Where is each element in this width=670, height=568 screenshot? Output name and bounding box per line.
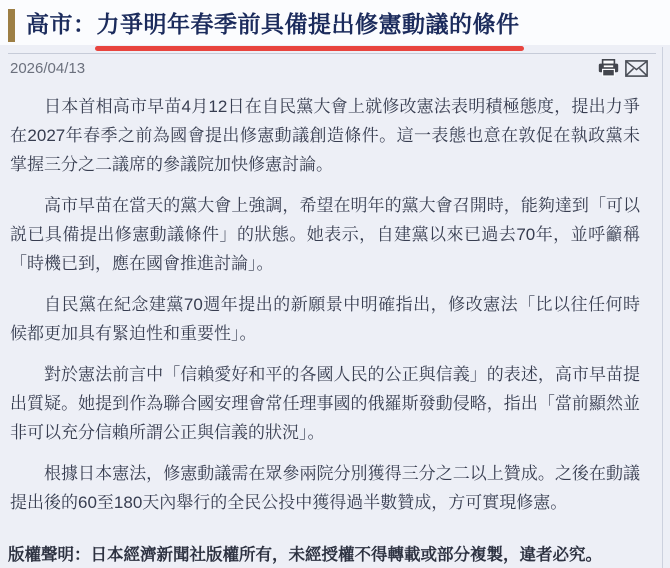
article-paragraph: 日本首相高市早苗4月12日在自民黨大會上就修改憲法表明積極態度，提出力爭在2027年春季之前為國會提出修憲動議創造條件。這一表態也意在敦促在執政黨未掌握三分之二議席的參議院加快修憲討論。 — [10, 97, 640, 174]
article-header — [0, 0, 670, 45]
article-paragraph: 根據日本憲法，修憲動議需在眾參兩院分別獲得三分之二以上贊成。之後在動議提出後的60至180天內舉行的全民公投中獲得過半數贊成，方可實現修憲。 — [10, 464, 640, 512]
article-paragraph: 高市早苗在當天的黨大會上強調，希望在明年的黨大會召開時，能夠達到「可以説已具備提出修憲動議條件」的狀態。她表示，自建黨以來已過去70年，並呼籲稱「時機已到，應在國會推進討論」。 — [10, 196, 640, 273]
title-main-underlined: 力爭明年春季前具備提出修憲動議的條件 — [97, 9, 520, 40]
email-icon[interactable] — [625, 60, 648, 77]
meta-row — [8, 53, 656, 81]
title-prefix: 高市： — [26, 11, 97, 37]
content-right-border — [662, 47, 663, 568]
title-accent-bar — [8, 9, 15, 42]
article-paragraph: 對於憲法前言中「信賴愛好和平的各國人民的公正與信義」的表述，高市早苗提出質疑。她提到作為聯合國安理會常任理事國的俄羅斯發動侵略，指出「當前顯然並非可以充分信賴所謂公正與信義的狀況」。 — [10, 365, 640, 442]
article-date: 2026/04/13 — [10, 59, 86, 77]
copyright-notice: 版權聲明：日本經濟新聞社版權所有，未經授權不得轉載或部分複製，違者必究。 — [8, 546, 602, 564]
article-body — [0, 81, 670, 517]
article-footer — [0, 544, 670, 566]
meta-icons — [598, 59, 654, 77]
page-title — [26, 9, 520, 40]
article-paragraph: 自民黨在紀念建黨70週年提出的新願景中明確指出，修改憲法「比以往任何時候都更加具有緊迫性和重要性」。 — [10, 295, 640, 343]
print-icon[interactable] — [598, 59, 619, 77]
